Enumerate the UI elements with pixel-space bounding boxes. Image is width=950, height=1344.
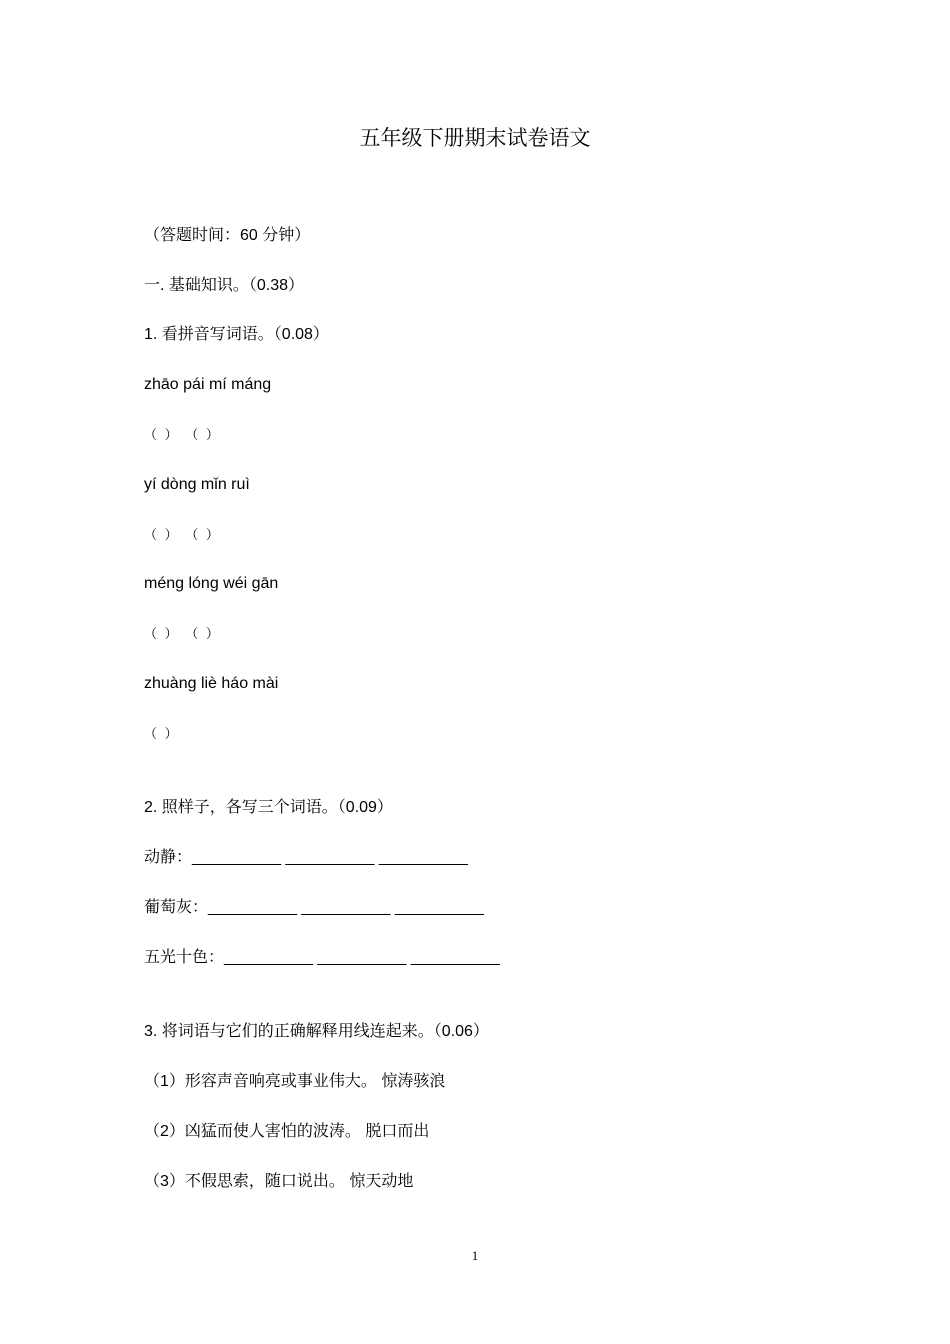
- page-title: 五年级下册期末试卷语文: [359, 126, 591, 150]
- answer-blanks-row-1: （ ） （ ）: [144, 427, 221, 442]
- answer-blanks-row-2: （ ） （ ）: [144, 527, 221, 542]
- matching-item: （3）不假思索，随口说出。 惊天动地: [144, 1173, 414, 1190]
- matching-item: （2）凶猛而使人害怕的波涛。 脱口而出: [144, 1123, 430, 1140]
- answer-blanks-row-4: （ ）: [144, 726, 180, 741]
- section-1-heading: 一. 基础知识。（0.38）: [144, 277, 305, 294]
- word-fill-line: 葡萄灰：__________ __________ __________: [144, 899, 484, 916]
- question-2-prompt: 2. 照样子，各写三个词语。（0.09）: [144, 799, 393, 816]
- matching-item: （1）形容声音响亮或事业伟大。 惊涛骇浪: [144, 1073, 446, 1090]
- pinyin-row-2: yí dòng mǐn ruì: [144, 476, 250, 493]
- pinyin-row-4: zhuàng liè háo mài: [144, 675, 279, 692]
- answer-blanks-row-3: （ ） （ ）: [144, 626, 221, 641]
- pinyin-row-1: zhāo pái mí máng: [144, 376, 272, 393]
- word-fill-line: 动静：__________ __________ __________: [144, 849, 468, 866]
- word-fill-line: 五光十色：__________ __________ __________: [144, 949, 500, 966]
- question-3-prompt: 3. 将词语与它们的正确解释用线连起来。（0.06）: [144, 1023, 489, 1040]
- page-number: 1: [471, 1248, 479, 1263]
- question-1-prompt: 1. 看拼音写词语。（0.08）: [144, 326, 329, 343]
- pinyin-row-3: méng lóng wéi gān: [144, 575, 279, 592]
- time-note: （答题时间：60 分钟）: [144, 227, 311, 244]
